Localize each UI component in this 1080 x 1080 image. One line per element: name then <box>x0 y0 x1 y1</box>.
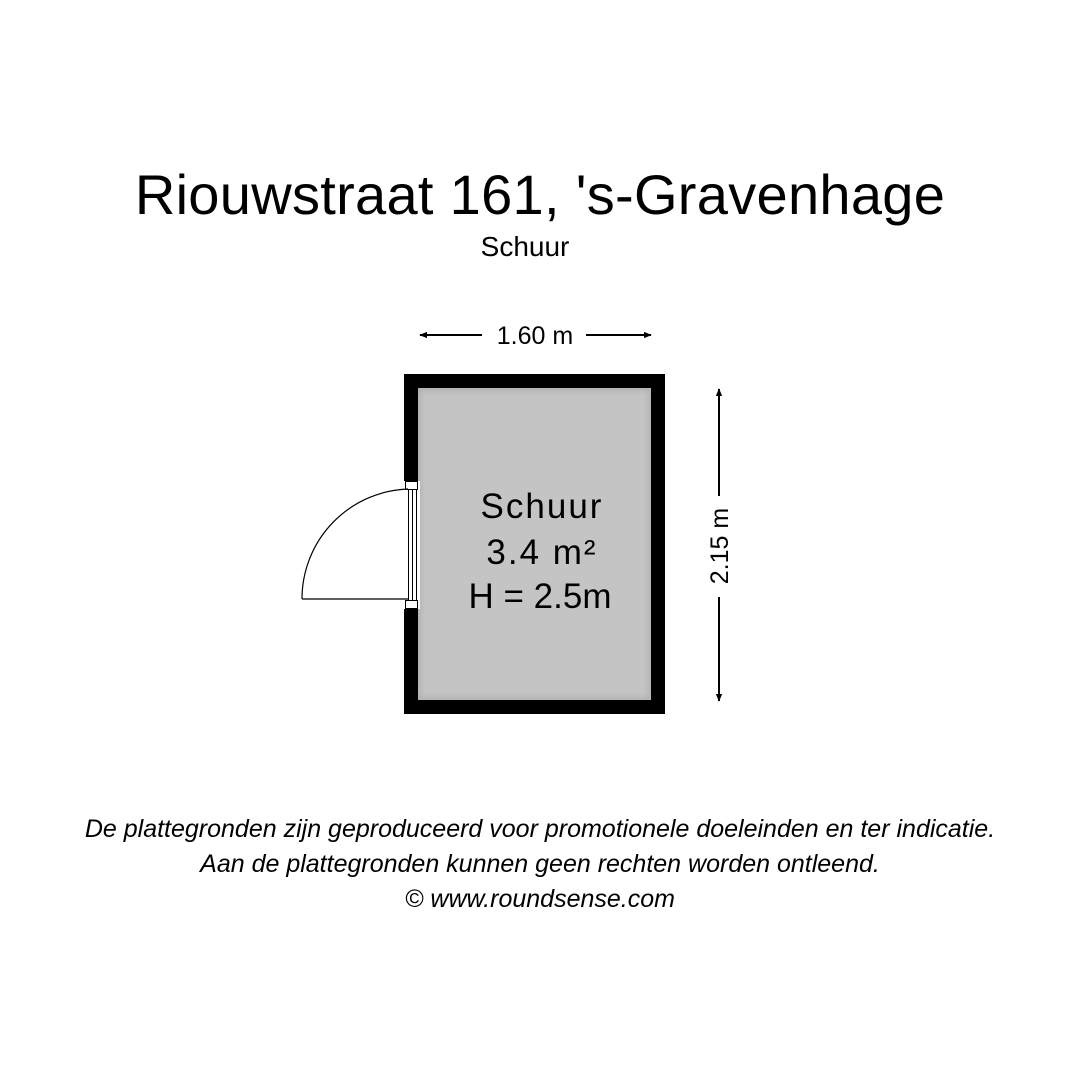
page-title: Riouwstraat 161, 's-Gravenhage <box>134 163 946 226</box>
width-dimension <box>420 322 651 350</box>
height-dimension <box>706 389 734 701</box>
disclaimer-line-2: Aan de plattegronden kunnen geen rechten worden ontleend. <box>200 850 880 878</box>
door-swing-arc <box>302 489 408 599</box>
height-label: 2.15 m <box>706 507 734 585</box>
door-frame-top <box>406 482 418 490</box>
width-label: 1.60 m <box>496 322 574 350</box>
room-name: Schuur <box>480 487 604 526</box>
copyright-line: © www.roundsense.com <box>405 885 675 913</box>
door <box>302 481 420 609</box>
room-area: 3.4 m² <box>486 533 598 572</box>
room-height: H = 2.5m <box>468 577 612 616</box>
disclaimer <box>0 812 1080 917</box>
door-opening <box>403 481 420 609</box>
door-frame-bottom <box>406 601 418 609</box>
disclaimer-line-1: De plattegronden zijn geproduceerd voor promotionele doeleinden en ter indicatie. <box>84 815 996 843</box>
page-subtitle: Schuur <box>480 231 570 262</box>
